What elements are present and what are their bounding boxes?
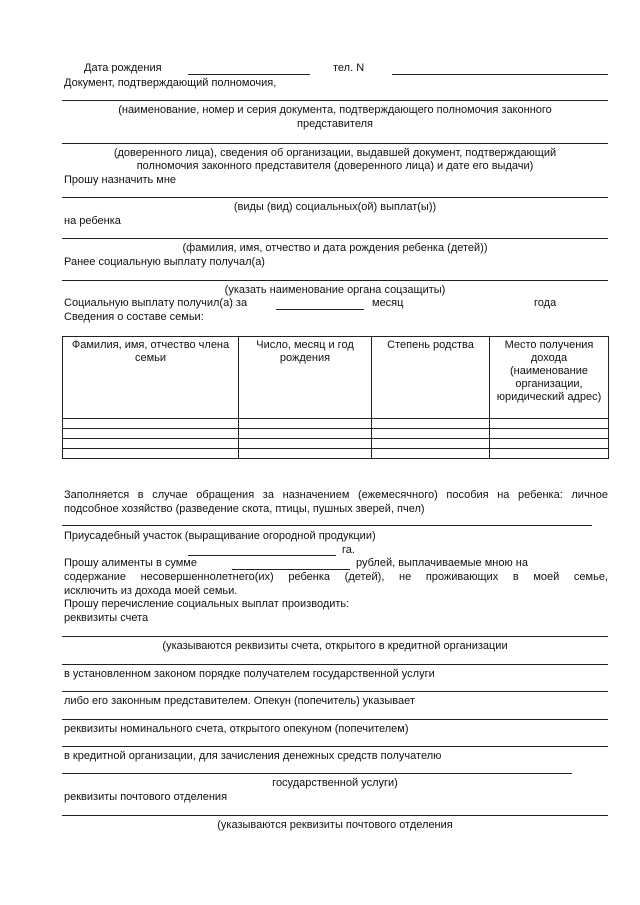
transfer-label: Прошу перечисление социальных выплат производить: (64, 598, 350, 610)
document-caption-2: представителя (297, 118, 373, 130)
phone-label: тел. N (333, 62, 365, 74)
prev-received-label: Ранее социальную выплату получал(а) (64, 256, 265, 268)
for-child-label: на ребенка (64, 215, 121, 227)
or-rep-text: либо его законным представителем. Опекун (попечитель) указывает (64, 695, 415, 707)
proxy-field[interactable] (62, 143, 608, 144)
table-header-income: Место получения дохода (наименование организации, юридический адрес) (490, 337, 609, 419)
table-header-relation: Степень родства (372, 337, 490, 419)
year-label: года (534, 297, 557, 309)
document-label: Документ, подтверждающий полномочия, (64, 77, 277, 89)
payment-types-caption: (виды (вид) социальных(ой) выплат(ы)) (233, 201, 437, 213)
account-caption: (указываются реквизиты счета, открытого в кредитной организации (162, 640, 508, 652)
plot-field[interactable] (188, 555, 336, 556)
post-details-label: реквизиты почтового отделения (64, 791, 228, 803)
table-row[interactable] (63, 419, 609, 429)
birth-date-label: Дата рождения (84, 62, 162, 74)
alimony-text-2: содержание несовершеннолетнего(их) ребенка (детей), не проживающих в моей семье, (64, 571, 608, 583)
hectare-label: га. (342, 544, 355, 556)
table-row[interactable] (63, 429, 609, 439)
plot-label: Приусадебный участок (выращивание огородной продукции) (64, 530, 376, 542)
agency-caption: (указать наименование органа соцзащиты) (224, 284, 446, 296)
post-field[interactable] (62, 815, 608, 816)
table-header-name: Фамилия, имя, отчество члена семьи (63, 337, 239, 419)
proxy-caption-2: полномочия законного представителя (доверенного лица) и дате его выдачи) (136, 160, 534, 172)
account-field-5[interactable] (62, 746, 608, 747)
agency-field[interactable] (62, 280, 608, 281)
alimony-text-3: исключить из дохода моей семьи. (64, 585, 238, 597)
alimony-label: Прошу алименты в сумме (64, 557, 197, 569)
account-field-2[interactable] (62, 664, 608, 665)
nominal-text: реквизиты номинального счета, открытого опекуном (попечителем) (64, 723, 409, 735)
established-text: в установленном законом порядке получателем государственной услуги (64, 668, 435, 680)
document-caption-1: (наименование, номер и серия документа, подтверждающего полномочия законного (118, 104, 552, 116)
received-for-field[interactable] (276, 309, 364, 310)
table-header-birth: Число, месяц и год рождения (239, 337, 372, 419)
birth-date-field[interactable] (188, 74, 310, 75)
credit-org-text: в кредитной организации, для зачисления денежных средств получателю (64, 750, 442, 762)
household-field[interactable] (62, 525, 592, 526)
request-assign-label: Прошу назначить мне (64, 174, 177, 186)
alimony-label-2: рублей, выплачиваемые мною на (356, 557, 528, 569)
payment-types-field[interactable] (62, 197, 608, 198)
proxy-caption-1: (доверенного лица), сведения об организации, выдавшей документ, подтверждающий (113, 147, 557, 159)
document-field[interactable] (62, 100, 608, 101)
received-for-label: Социальную выплату получил(а) за (64, 297, 248, 309)
account-field-6[interactable] (62, 773, 572, 774)
account-field-3[interactable] (62, 691, 608, 692)
household-text-1: Заполняется в случае обращения за назначением (ежемесячного) пособия на ребенка: личное (64, 489, 608, 501)
table-row[interactable] (63, 439, 609, 449)
month-label: месяц (372, 297, 404, 309)
account-field[interactable] (62, 636, 608, 637)
account-details-label: реквизиты счета (64, 612, 149, 624)
household-text-2: подсобное хозяйство (разведение скота, птицы, пушных зверей, пчел) (64, 503, 425, 515)
family-table (62, 336, 609, 459)
phone-field[interactable] (392, 74, 608, 75)
child-name-field[interactable] (62, 238, 608, 239)
gov-service-caption: государственной услуги) (272, 777, 398, 789)
table-row[interactable] (63, 449, 609, 459)
child-name-caption: (фамилия, имя, отчество и дата рождения ребенка (детей)) (182, 242, 488, 254)
post-caption: (указываются реквизиты почтового отделения (217, 819, 453, 831)
family-info-label: Сведения о составе семьи: (64, 311, 204, 323)
account-field-4[interactable] (62, 719, 608, 720)
alimony-field[interactable] (232, 569, 350, 570)
